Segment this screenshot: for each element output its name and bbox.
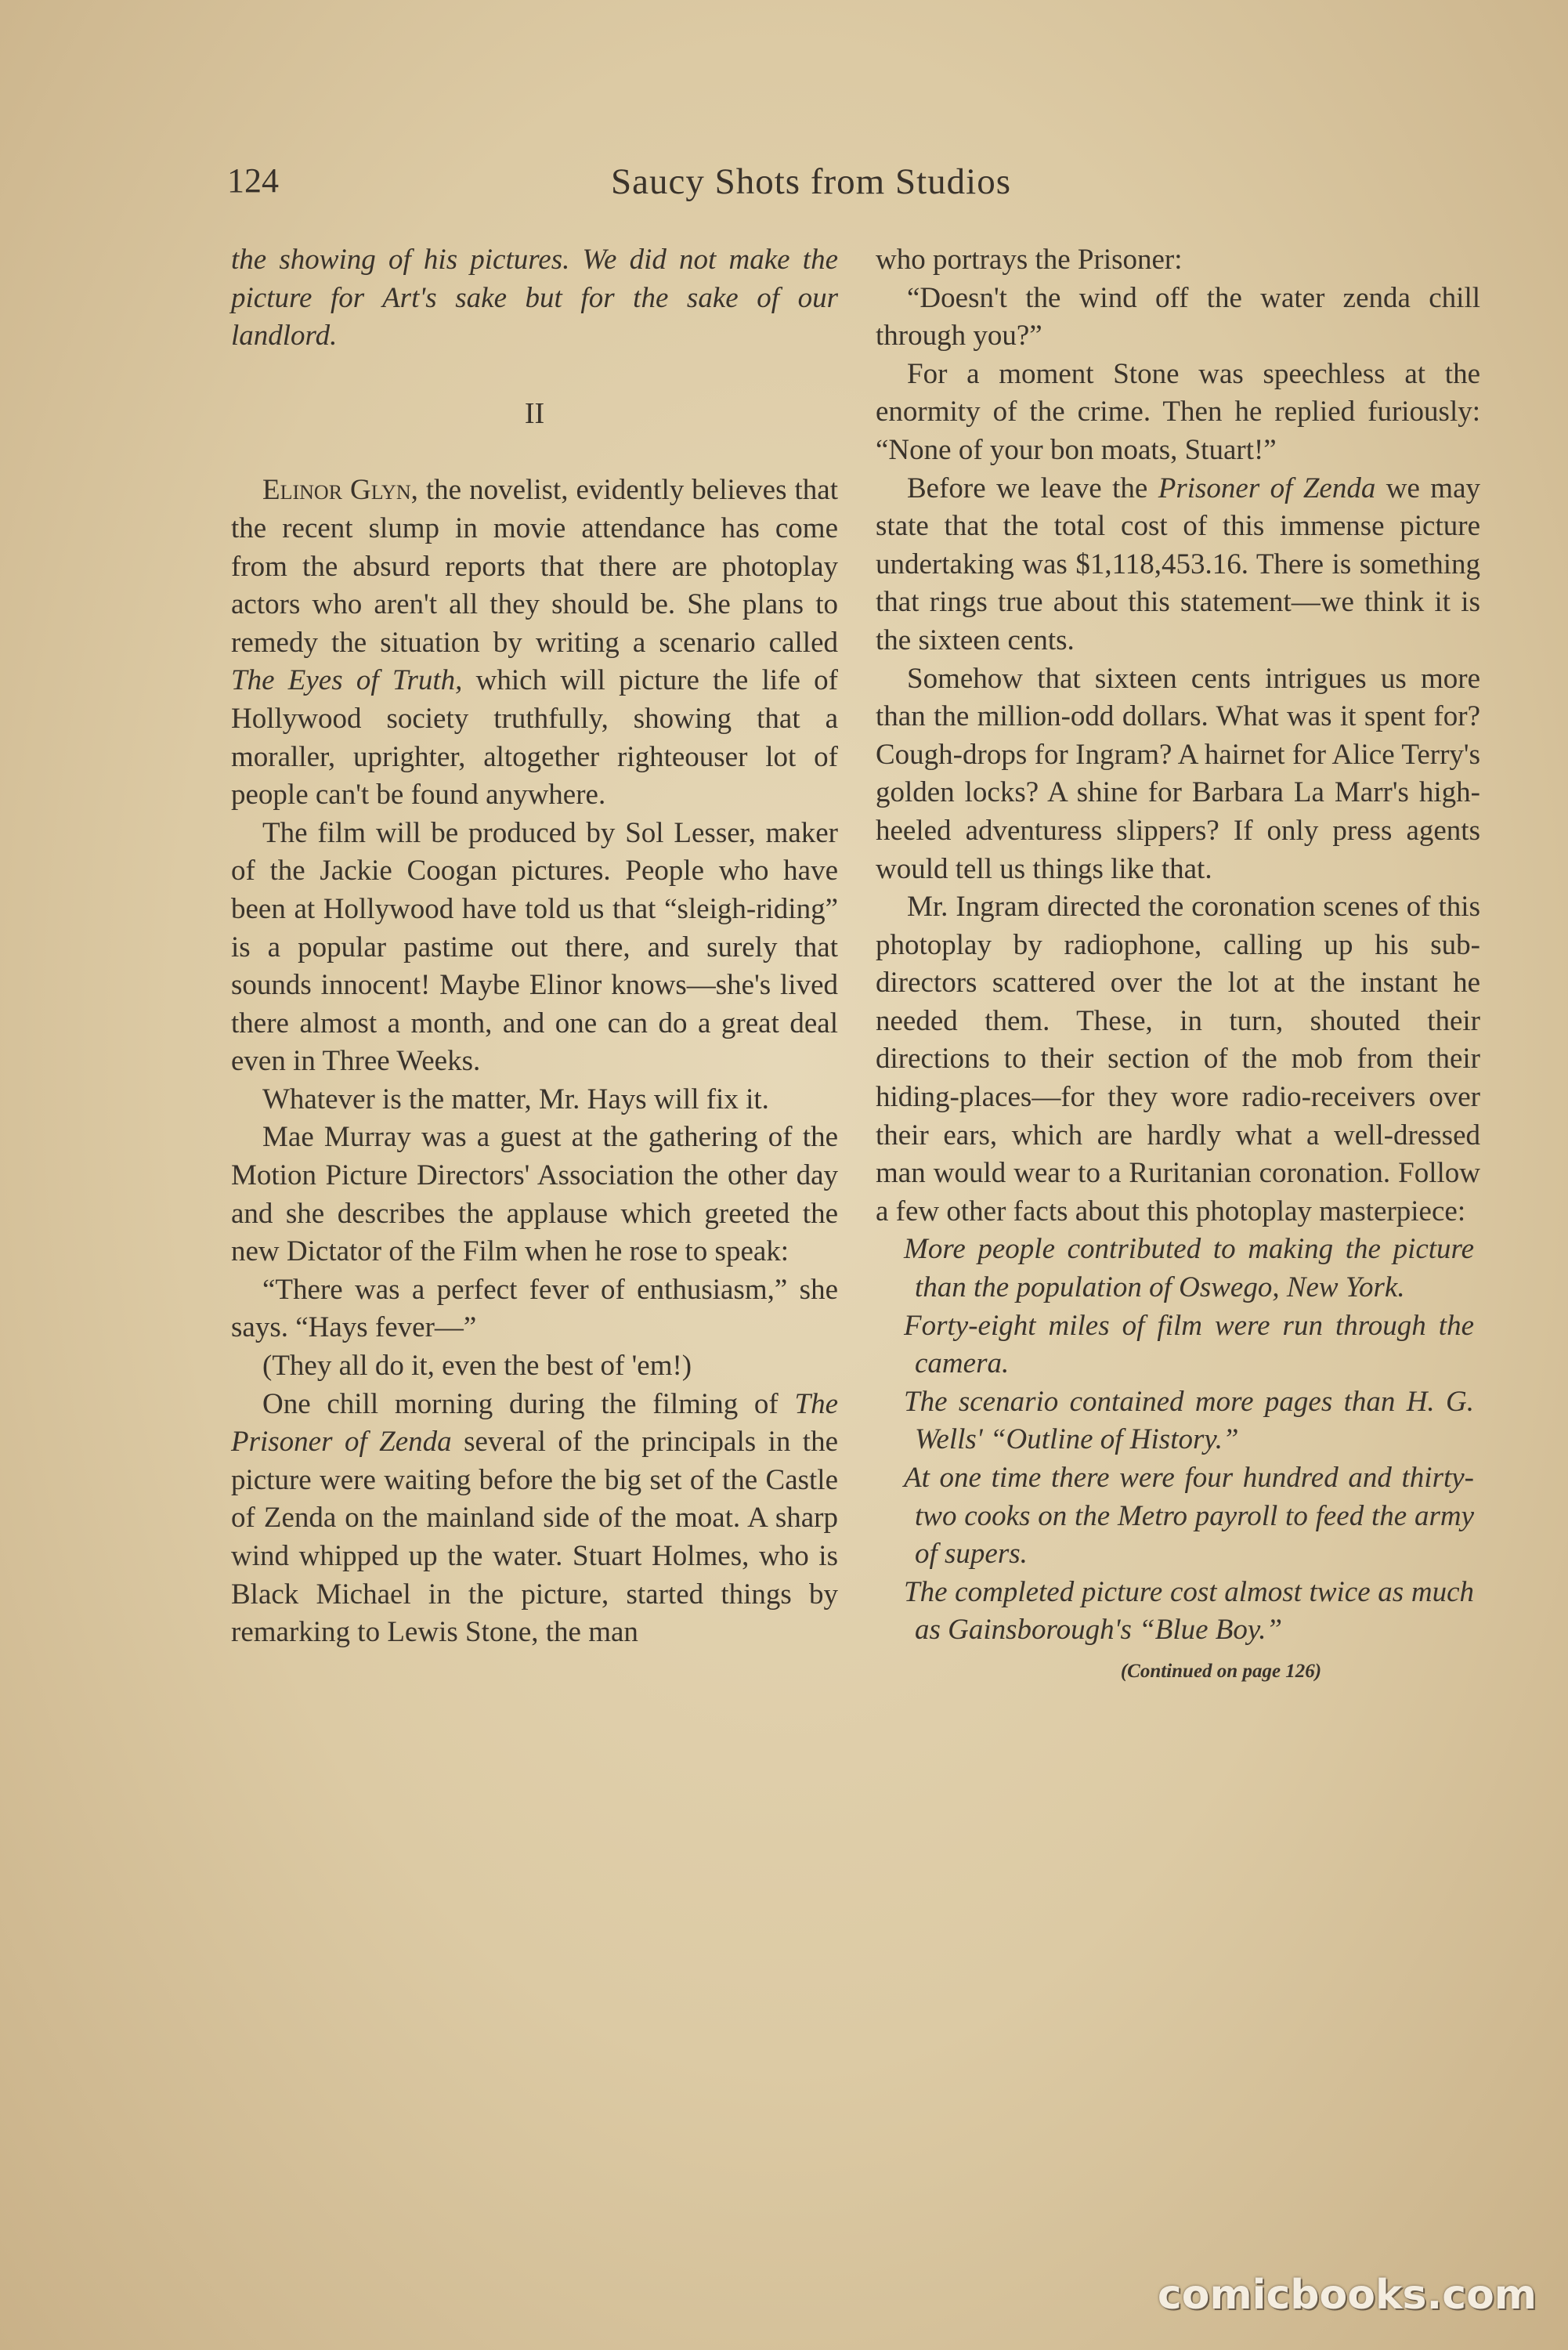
- paragraph-quote: “Doesn't the wind off the water zenda chill through you?”: [876, 281, 1480, 352]
- left-column: [231, 241, 838, 1652]
- paragraph-sixteen-cents: Somehow that sixteen cents intrigues us more than the million-odd dollars. What was it spent for? Cough-drops for Ingram? A hairnet for Alice Terry's golden locks? A shine for Barbara La Marr's high-heeled adventuress slippers? If only press agents would tell us things like that.: [876, 662, 1480, 885]
- paragraph-text: we may state that the total cost of this immense picture undertaking was $1,118,453.16. There is something that rings true about this statement—we think it is the sixteen cents.: [876, 472, 1480, 656]
- paragraph-hays-fever: “There was a perfect fever of enthusiasm,” she says. “Hays fever—”: [231, 1273, 838, 1344]
- continued-note: (Continued on page 126): [1120, 1660, 1322, 1682]
- film-title: Prisoner of Zenda: [1158, 472, 1376, 504]
- paragraph-text: Before we leave the: [907, 472, 1158, 504]
- paragraph-text: several of the principals in the picture were waiting before the big set of the Castle of Zenda on the mainland side of the moat. A sharp wind whipped up the water. Stuart Holmes, who is Black Michael in the picture, started things by remarking to Lewis Stone, the man: [231, 1426, 838, 1649]
- paragraph-ingram-radiophone: Mr. Ingram directed the coronation scenes of this photoplay by radiophone, calling up his sub-directors scattered over the lot at the instant he needed them. These, in turn, shouted their directions to their section of the mob from their hiding-places—for they wore radio-receivers over their ears, which are hardly what a well-dressed man would wear to a Ruritanian coronation. Follow a few other facts about this photoplay masterpiece:: [876, 891, 1480, 1227]
- paragraph-text: the novelist, evidently believes that the recent slump in movie attendance has come from the absurd reports that there are photoplay actors who aren't all they should be. She plans to remedy the situation by writing a scenario called: [231, 474, 838, 659]
- paragraph-mae-murray: Mae Murray was a guest at the gathering of the Motion Picture Directors' Association the other day and she describes the applause which greeted the new Dictator of the Film when he rose to speak:: [231, 1121, 838, 1268]
- paragraph-elinor-glyn: [231, 472, 838, 814]
- fact-item: Forty-eight miles of film were run through the camera.: [904, 1309, 1474, 1380]
- fact-item: The completed picture cost almost twice as much as Gainsborough's “Blue Boy.”: [904, 1575, 1474, 1647]
- film-title: The Eyes of Truth,: [231, 664, 463, 697]
- paragraph-aside: (They all do it, even the best of 'em!): [262, 1350, 692, 1383]
- paragraph-continuation: who portrays the Prisoner:: [876, 244, 1183, 276]
- watermark-logo: comicbooks.com: [1157, 2272, 1537, 2319]
- paragraph-text: which will picture the life of Hollywood society truthfully, showing that a moraller, uprighter, altogether righteouser lot of people can't be found anywhere.: [231, 664, 838, 812]
- section-numeral: II: [524, 396, 545, 430]
- paragraph-hays: Whatever is the matter, Mr. Hays will fix it.: [262, 1083, 769, 1115]
- paragraph-text: One chill morning during the filming of: [262, 1387, 795, 1420]
- film-title: The Prisoner of Zenda: [231, 1387, 838, 1459]
- page-number: 124: [227, 161, 279, 200]
- running-head: Saucy Shots from Studios: [611, 161, 1012, 202]
- fact-item: At one time there were four hundred and thirty-two cooks on the Metro payroll to feed the army of supers.: [904, 1462, 1474, 1571]
- intro-italic-paragraph: the showing of his pictures. We did not make the picture for Art's sake but for the sake of our landlord.: [231, 244, 838, 352]
- paragraph-cost: [876, 470, 1480, 660]
- paragraph-chill-morning: [231, 1386, 838, 1652]
- fact-item: More people contributed to making the picture than the population of Oswego, New York.: [904, 1233, 1474, 1304]
- paragraph-stone-reply: For a moment Stone was speechless at the enormity of the crime. Then he replied furiously: “None of your bon moats, Stuart!”: [876, 357, 1480, 466]
- author-lead: Elinor Glyn,: [262, 474, 418, 507]
- fact-item: The scenario contained more pages than H. G. Wells' “Outline of History.”: [904, 1385, 1474, 1456]
- paragraph-sol-lesser: The film will be produced by Sol Lesser, maker of the Jackie Coogan pictures. People who have been at Hollywood have told us that “sleigh-riding” is a popular pastime out there, and surely that sounds innocent! Maybe Elinor knows—she's lived there almost a month, and one can do a great deal even in Three Weeks.: [231, 816, 838, 1078]
- right-column: [876, 241, 1480, 1691]
